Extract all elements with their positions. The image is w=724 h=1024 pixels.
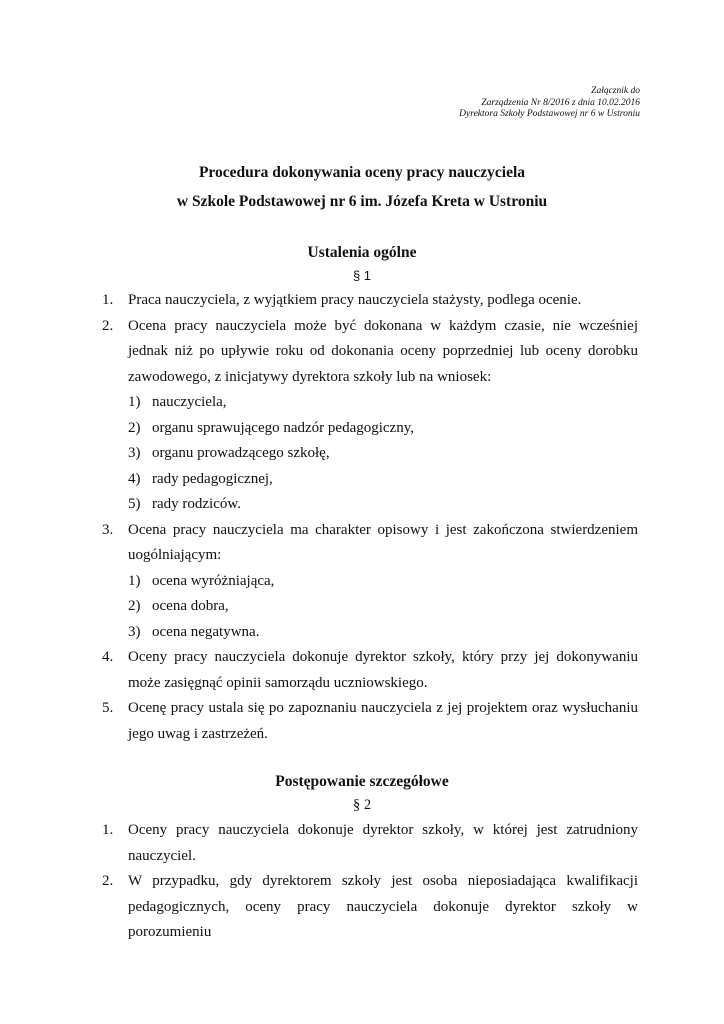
sub-list-item: 1) nauczyciela, xyxy=(128,394,227,410)
sub-list-item: 3) organu prowadzącego szkołę, xyxy=(128,445,330,461)
section-2-paragraph-mark: § 2 xyxy=(352,797,372,813)
list-item: 4. Oceny pracy nauczyciela dokonuje dyrektor szkoły, który przy jej dokonywaniu może zasięgnąć opinii samorządu uczniowskiego. xyxy=(102,649,638,691)
document-title xyxy=(0,158,724,216)
sub-list-item: 4) rady pedagogicznej, xyxy=(128,470,273,487)
sub-list-item: 2) ocena dobra, xyxy=(128,598,229,614)
sub-list xyxy=(128,390,638,518)
sub-list-item: 5) rady rodziców. xyxy=(128,496,241,512)
title-line-1: Procedura dokonywania oceny pracy nauczyciela xyxy=(198,164,526,181)
sub-list xyxy=(128,569,638,646)
annex-reference xyxy=(459,86,640,121)
section-1-heading: Ustalenia ogólne xyxy=(307,244,417,261)
list-item: 3. Ocena pracy nauczyciela ma charakter opisowy i jest zakończona stwierdzeniem uogólniającym: 1) ocena wyróżniająca, 2) ocena dobra, 3) ocena negatywna. xyxy=(102,518,638,646)
list-item: 5. Ocenę pracy ustala się po zapoznaniu nauczyciela z jej projektem oraz wysłuchaniu jego uwag i zastrzeżeń. xyxy=(102,700,638,742)
annex-line-3: Dyrektora Szkoły Podstawowej nr 6 w Ustroniu xyxy=(459,109,640,119)
sub-list-item: 1) ocena wyróżniająca, xyxy=(128,572,275,589)
section-1-list xyxy=(102,288,638,747)
list-item: 1. Oceny pracy nauczyciela dokonuje dyrektor szkoły, w której jest zatrudniony nauczyciel. xyxy=(102,822,638,864)
section-1-paragraph-mark: § 1 xyxy=(352,268,372,283)
sub-list-item: 3) ocena negatywna. xyxy=(128,623,260,640)
sub-list-item: 2) organu sprawującego nadzór pedagogiczny, xyxy=(128,419,414,436)
section-2-list xyxy=(102,818,638,946)
annex-line-2: Zarządzenia Nr 8/2016 z dnia 10.02.2016 xyxy=(481,97,640,108)
list-item: 2. Ocena pracy nauczyciela może być dokonana w każdym czasie, nie wcześniej jednak niż po upływie roku od dokonania oceny poprzedniej lub oceny dorobku zawodowego, z inicjatywy dyrektora szkoły lub na wniosek: 1) nauczyciela, 2) organu sprawującego nadzór pedagogiczny, 3) organu prowadzącego szkołę, 4) rady pedagogicznej, 5) rady rodziców. xyxy=(102,314,638,518)
annex-line-1: Załącznik do xyxy=(591,86,640,96)
list-item: 1. Praca nauczyciela, z wyjątkiem pracy nauczyciela stażysty, podlega ocenie. xyxy=(102,292,582,308)
section-2-heading: Postępowanie szczegółowe xyxy=(275,773,449,790)
list-item: 2. W przypadku, gdy dyrektorem szkoły jest osoba nieposiadająca kwalifikacji pedagogicznych, oceny pracy nauczyciela dokonuje dyrektor szkoły w porozumieniu xyxy=(102,873,638,940)
title-line-2: w Szkole Podstawowej nr 6 im. Józefa Kreta w Ustroniu xyxy=(176,193,548,210)
